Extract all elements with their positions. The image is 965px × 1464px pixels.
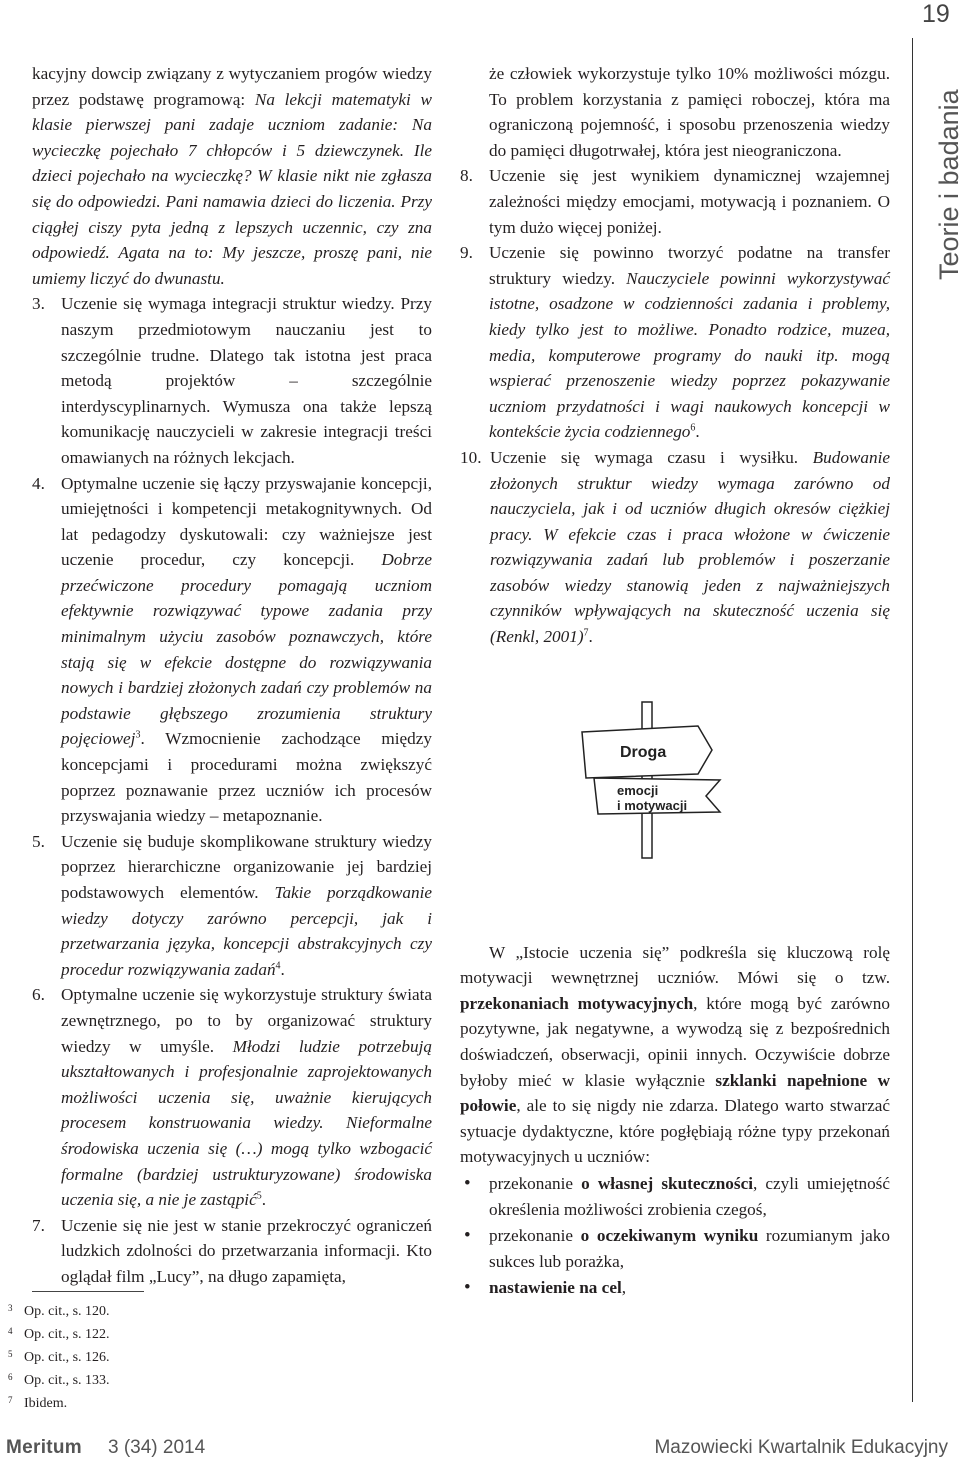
numbered-item [32,471,432,829]
footnote-number: 3 [8,1303,13,1313]
bold-text: szklanki napełnione w połowie [460,1070,890,1116]
text-run: Uczenie się powinno tworzyć podatne na transfer struktury wiedzy. [489,243,890,288]
italic-text: Młodzi ludzie potrzebują ukształtowanych i profesjonalnie zaprojektowanych możliwości uczenia się, uważnie kierujących procesem konstruowania wiedzy. Nieformalne środowiska uczenia się (…) mogą tylko wzbogacić formalne (bardziej ustrukturyzowane) środowiska uczenia się, a nie je zastąpić [61,1036,432,1210]
bullet-item [460,1275,890,1301]
left-column [32,61,432,1290]
footnote [8,1392,110,1415]
italic-text: Nauczyciele powinni wykorzystywać istotne, osadzone w codzienności zadania i problemy, kiedy tylko jest to możliwe. Ponadto rodzice, muzea, media, komputerowe programy do nauki itp. mogą wspierać przenoszenie wiedzy poprzez pokazywanie uczniom przydatności i wagi naukowych koncepcji w kontekście życia codziennego [489,268,890,442]
bold-text: przekonaniach motywacyjnych [460,993,694,1013]
motivation-paragraph [460,940,890,1170]
italic-text: Takie porządkowanie wiedzy dotyczy zarówno percepcji, jak i przetwarzania języka, koncepcji abstrakcyjnych czy procedur rozwiązywania zadań [61,883,432,979]
item-number: 4. [32,473,45,493]
footnote-text: Ibidem. [24,1396,68,1411]
numbered-list-right [460,163,890,649]
bold-text: o własnej skuteczności [581,1174,753,1193]
numbered-item [460,445,890,650]
bullet-item [460,1171,890,1222]
numbered-item [32,1213,432,1290]
signpost-illustration [580,700,730,860]
footnote-ref: 6 [690,422,696,434]
text-run: przekonanie [489,1226,581,1246]
footnote-ref: 4 [275,960,281,972]
italic-text: Budowanie złożonych struktur wiedzy wymaga zarówno od nauczyciela, jak i od uczniów długich okresów ciężkiej pracy. W efekcie czas i praca włożone w ćwiczenie rozwiązywania zadań lub problemów i poszerzanie zasobów wiedzy stanowią jeden z najważniejszych czynników wpływających na skuteczność uczenia się (Renkl, 2001) [490,447,890,647]
bold-text: o oczekiwanym wyniku [580,1226,759,1246]
bullet-item [460,1223,890,1274]
footnote-text: Op. cit., s. 133. [24,1373,110,1388]
text-run: Uczenie się jest wynikiem dynamicznej wzajemnej zależności między emocjami, motywacją i poznaniem. O tym dużo więcej poniżej. [489,166,890,237]
text-run: , które mogą być zarówno pozytywne, jak negatywne, a wywodzą się z bezpośrednich doświadczeń, obserwacji, opinii innych. Oczywiście dobrze byłoby mieć w klasie wyłącznie [460,993,890,1090]
text-run: Uczenie się buduje skomplikowane struktury wiedzy poprzez hierarchiczne organizowanie jej bardziej podstawowych elementów. [61,831,432,902]
numbered-item [32,982,432,1212]
text-run: rozumianym jako sukces lub porażka, [489,1226,890,1271]
margin-rule [912,38,913,1402]
bullet-dot: • [464,1173,471,1194]
footnote-number: 4 [8,1326,13,1336]
text-run: przekonanie [489,1174,582,1193]
italic-text: Dobrze przećwiczone procedury pomagają uczniom efektywnie rozwiązywać typowe zadania przy minimalnym użyciu zasobów poznawczych, które stają się w efekcie dostępne do rozwiązywania nowych i bardziej złożonych zadań czy problemów na podstawie głębszego zrozumienia struktury pojęciowej [61,550,432,749]
page-number: 19 [922,0,950,28]
item-number: 5. [32,831,45,851]
text-run: , czyli umiejętność określenia możliwości zrobienia czegoś, [489,1174,890,1219]
text-run: Uczenie się wymaga integracji struktur wiedzy. Przy naszym przedmiotowym nauczaniu jest to szczególnie trudne. Dlatego tak istotna jest praca metodą projektów – szczególnie interdyscyplinarnych. Wymusza ona także lepszą komunikację nauczycieli w zakresie integracji treści omawianych na różnych lekcjach. [61,294,432,467]
footnote [8,1300,110,1323]
footnotes [8,1300,110,1415]
text-run: , ale to się nigdy nie zdarza. Dlatego warto stwarzać sytuacje dydaktyczne, które pogłębiają różne typy przekonań motywacyjnych u uczniów: [460,1096,890,1167]
footnote-text: Op. cit., s. 120. [24,1304,110,1319]
bullet-dot: • [464,1277,471,1299]
text-run: . [261,1190,267,1210]
text-run: Optymalne uczenie się łączy przyswajanie koncepcji, umiejętności i kompetencji metakognitywnych. Od lat pedagodzy dyskutowali: czy ważniejsze jest uczenie procedur, czy koncepcji. [61,473,432,570]
intro-paragraph [32,61,432,291]
text-run: , [621,1278,627,1298]
numbered-list-left [32,291,432,1289]
numbered-item [32,291,432,470]
footnote-ref: 7 [583,627,589,639]
item-number: 3. [32,294,45,314]
footer-journal: Meritum [6,1437,82,1458]
footnote-number: 5 [8,1349,13,1359]
signpost-label-top: Droga [620,744,667,761]
text-run: kacyjny dowcip związany z wytyczaniem progów wiedzy przez podstawę programową: [32,64,432,109]
bold-text: nastawienie na cel [489,1278,622,1298]
right-column [460,61,890,1301]
numbered-item [460,163,890,240]
footnote [8,1369,110,1392]
text-run: . [695,422,700,442]
text-run: . [588,627,593,647]
item-number: 7. [32,1215,45,1235]
footnote [8,1346,110,1369]
footnote [8,1323,110,1346]
text-run: Optymalne uczenie się wykorzystuje struktury świata zewnętrznego, po to by organizować struktury wiedzy w umyśle. [61,985,432,1056]
item-number: 6. [32,985,45,1005]
page-footer [0,1433,960,1463]
footnote-text: Op. cit., s. 122. [24,1327,110,1342]
text-run: Uczenie się nie jest w stanie przekroczyć ograniczeń ludzkich zdolności do przetwarzania informacji. Kto oglądał film „Lucy”, na długo zapamięta, [61,1215,432,1286]
bullet-dot: • [464,1225,471,1247]
footnote-number: 6 [8,1372,13,1382]
text-run: . [280,959,285,979]
text-run: Uczenie się wymaga czasu i wysiłku. [490,447,813,467]
footer-issue: 3 (34) 2014 [108,1437,206,1458]
italic-text: Na lekcji matematyki w klasie pierwszej pani zadaje uczniom zadanie: Na wycieczkę pojechało 7 chłopców i 5 dziewczynek. Ile dzieci pojechało na wycieczkę? W klasie nikt nie zgłasza się do odpowiedzi. Pani namawia dzieci do liczenia. Przy ciągłej ciszy pyta jedną z lepszych uczennic, czy zna odpowiedź. Agata na to: My jeszcze, proszę pani, nie umiemy liczyć do dwunastu. [32,89,432,288]
text-run: . Wzmocnienie zachodzące między koncepcjami i procedurami można zwiększyć poprzez poznawanie przez uczniów ich procesów przyswajania wiedzy – metapoznanie. [61,729,432,826]
footnote-ref: 5 [256,1190,262,1202]
footer-publisher: Mazowiecki Kwartalnik Edukacyjny [654,1437,948,1458]
item-number: 8. [460,166,473,186]
signpost-label-bottom-2: i motywacji [617,798,688,813]
bullet-list [460,1171,890,1301]
footnote-text: Op. cit., s. 126. [24,1350,110,1365]
footnote-ref: 3 [135,729,141,741]
item-number: 9. [460,243,473,263]
item-number: 10. [460,447,482,467]
signpost-label-bottom-1: emocji [617,783,659,798]
list-item-continuation: że człowiek wykorzystuje tylko 10% możliwości mózgu. To problem korzystania z pamięci roboczej, która ma ograniczoną pojemność, i sposobu przenoszenia wiedzy do pamięci długotrwałej, która jest nieograniczona. [489,64,890,160]
section-title-vertical: Teorie i badania [934,89,964,280]
footnote-divider [32,1291,144,1292]
text-run: W „Istocie uczenia się” podkreśla się kluczową rolę motywacji wewnętrznej uczniów. Mówi się o tzw. [460,942,890,988]
numbered-item [32,829,432,983]
footnote-number: 7 [8,1395,13,1405]
numbered-item [460,240,890,445]
